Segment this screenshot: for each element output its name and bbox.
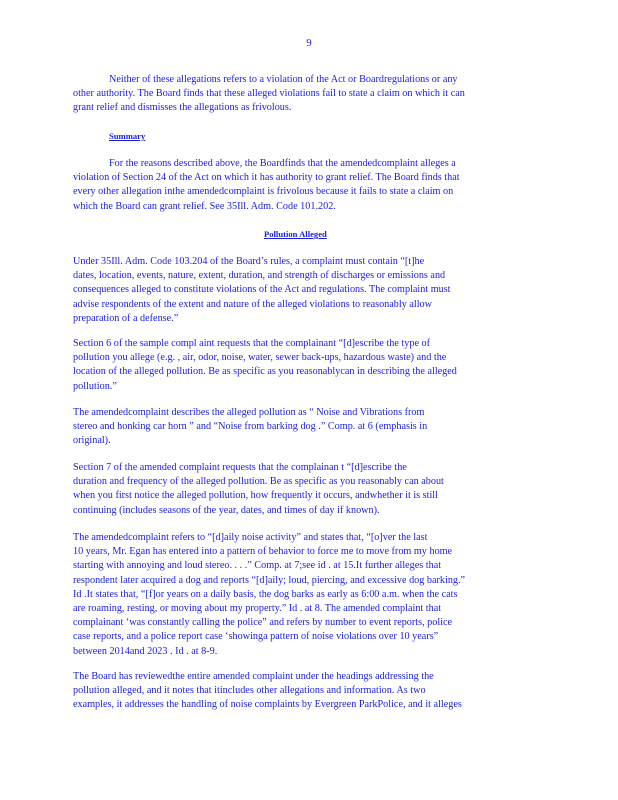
paragraph-section-6 xyxy=(73,337,541,394)
text-line: For the reasons described above, the Boardfinds that the amendedcomplaint alleges a xyxy=(109,158,456,169)
paragraph-frivolous-allegations xyxy=(73,73,541,116)
paragraph-pollution-description xyxy=(73,406,541,449)
text-line: stereo and honking car horn ” and “Noise from barking dog .” Comp. at 6 (emphasis in xyxy=(73,421,428,433)
text-line: starting with annoying and loud stereo. . . .” Comp. at 7;see id . at 15.It further alleges that xyxy=(73,560,442,572)
text-line: complainant ‘was constantly calling the police” and refers by number to event reports, police xyxy=(73,617,453,629)
paragraph-daily-noise xyxy=(73,531,541,659)
paragraph-rule-103-204 xyxy=(73,255,541,326)
text-line: pollution.” xyxy=(73,380,117,392)
text-line: other authority. The Board finds that these alleged violations fail to state a claim on which it can xyxy=(73,88,465,100)
text-line: advise respondents of the extent and nature of the alleged violations to reasonably allow xyxy=(73,298,432,310)
text-line: violation of Section 24 of the Act on which it has authority to grant relief. The Board finds that xyxy=(73,172,460,184)
text-line: examples, it addresses the handling of noise complaints by Evergreen ParkPolice, and it alleges xyxy=(73,699,462,711)
text-line: Id .It states that, “[f]or years on a daily basis, the dog barks as early as 6:00 a.m. when the cats xyxy=(73,588,458,600)
text-line: when you first notice the alleged pollution, how frequently it occurs, andwhether it is still xyxy=(73,490,438,502)
page-number: 9 xyxy=(306,37,312,49)
summary-heading: Summary xyxy=(109,131,146,141)
text-line: location of the alleged pollution. Be as specific as you reasonablycan in describing the alleged xyxy=(73,366,457,378)
text-line: pollution alleged, and it notes that itincludes other allegations and information. As two xyxy=(73,685,426,697)
text-line: dates, location, events, nature, extent, duration, and strength of discharges or emissions and xyxy=(73,270,446,282)
text-line: Section 6 of the sample compl aint requests that the complainant “[d]escribe the type of xyxy=(73,338,431,349)
paragraph-section-7 xyxy=(73,461,541,518)
text-line: The Board has reviewedthe entire amended complaint under the headings addressing the xyxy=(73,671,434,682)
text-line: continuing (includes seasons of the year, dates, and times of day if known). xyxy=(73,504,380,516)
text-line: between 2014and 2023 . Id . at 8-9. xyxy=(73,645,218,657)
text-line: respondent later acquired a dog and reports “[d]aily; loud, piercing, and excessive dog barking.” xyxy=(73,574,466,586)
text-line: grant relief and dismisses the allegations as frivolous. xyxy=(73,102,292,114)
text-line: The amendedcomplaint refers to “[d]aily noise activity” and states that, “[o]ver the last xyxy=(73,532,428,543)
text-line: The amendedcomplaint describes the alleged pollution as “ Noise and Vibrations from xyxy=(73,407,425,418)
text-line: Neither of these allegations refers to a violation of the Act or Boardregulations or any xyxy=(109,74,458,85)
text-line: 10 years, Mr. Egan has entered into a pattern of behavior to force me to move from my home xyxy=(73,546,453,558)
text-line: which the Board can grant relief. See 35Ill. Adm. Code 101.202. xyxy=(73,200,336,212)
text-line: consequences alleged to constitute violations of the Act and regulations. The complaint must xyxy=(73,284,451,296)
text-line: preparation of a defense.” xyxy=(73,312,179,324)
text-line: every other allegation inthe amendedcomplaint is frivolous because it fails to state a claim on xyxy=(73,186,454,198)
text-line: pollution you allege (e.g. , air, odor, noise, water, sewer back-ups, hazardous waste) and the xyxy=(73,352,447,364)
text-line: duration and frequency of the alleged pollution. Be as specific as you reasonably can about xyxy=(73,476,444,488)
text-line: are roaming, resting, or moving about my property.” Id . at 8. The amended complaint that xyxy=(73,603,442,615)
text-line: original). xyxy=(73,435,111,447)
text-line: case reports, and a police report case ‘showinga pattern of noise violations over 10 years” xyxy=(73,631,439,643)
pollution-alleged-heading: Pollution Alleged xyxy=(264,229,327,239)
paragraph-summary xyxy=(73,157,541,214)
text-line: Under 35Ill. Adm. Code 103.204 of the Board’s rules, a complaint must contain “[t]he xyxy=(73,256,425,267)
text-line: Section 7 of the amended complaint requests that the complainan t “[d]escribe the xyxy=(73,462,407,473)
paragraph-board-review xyxy=(73,670,541,713)
